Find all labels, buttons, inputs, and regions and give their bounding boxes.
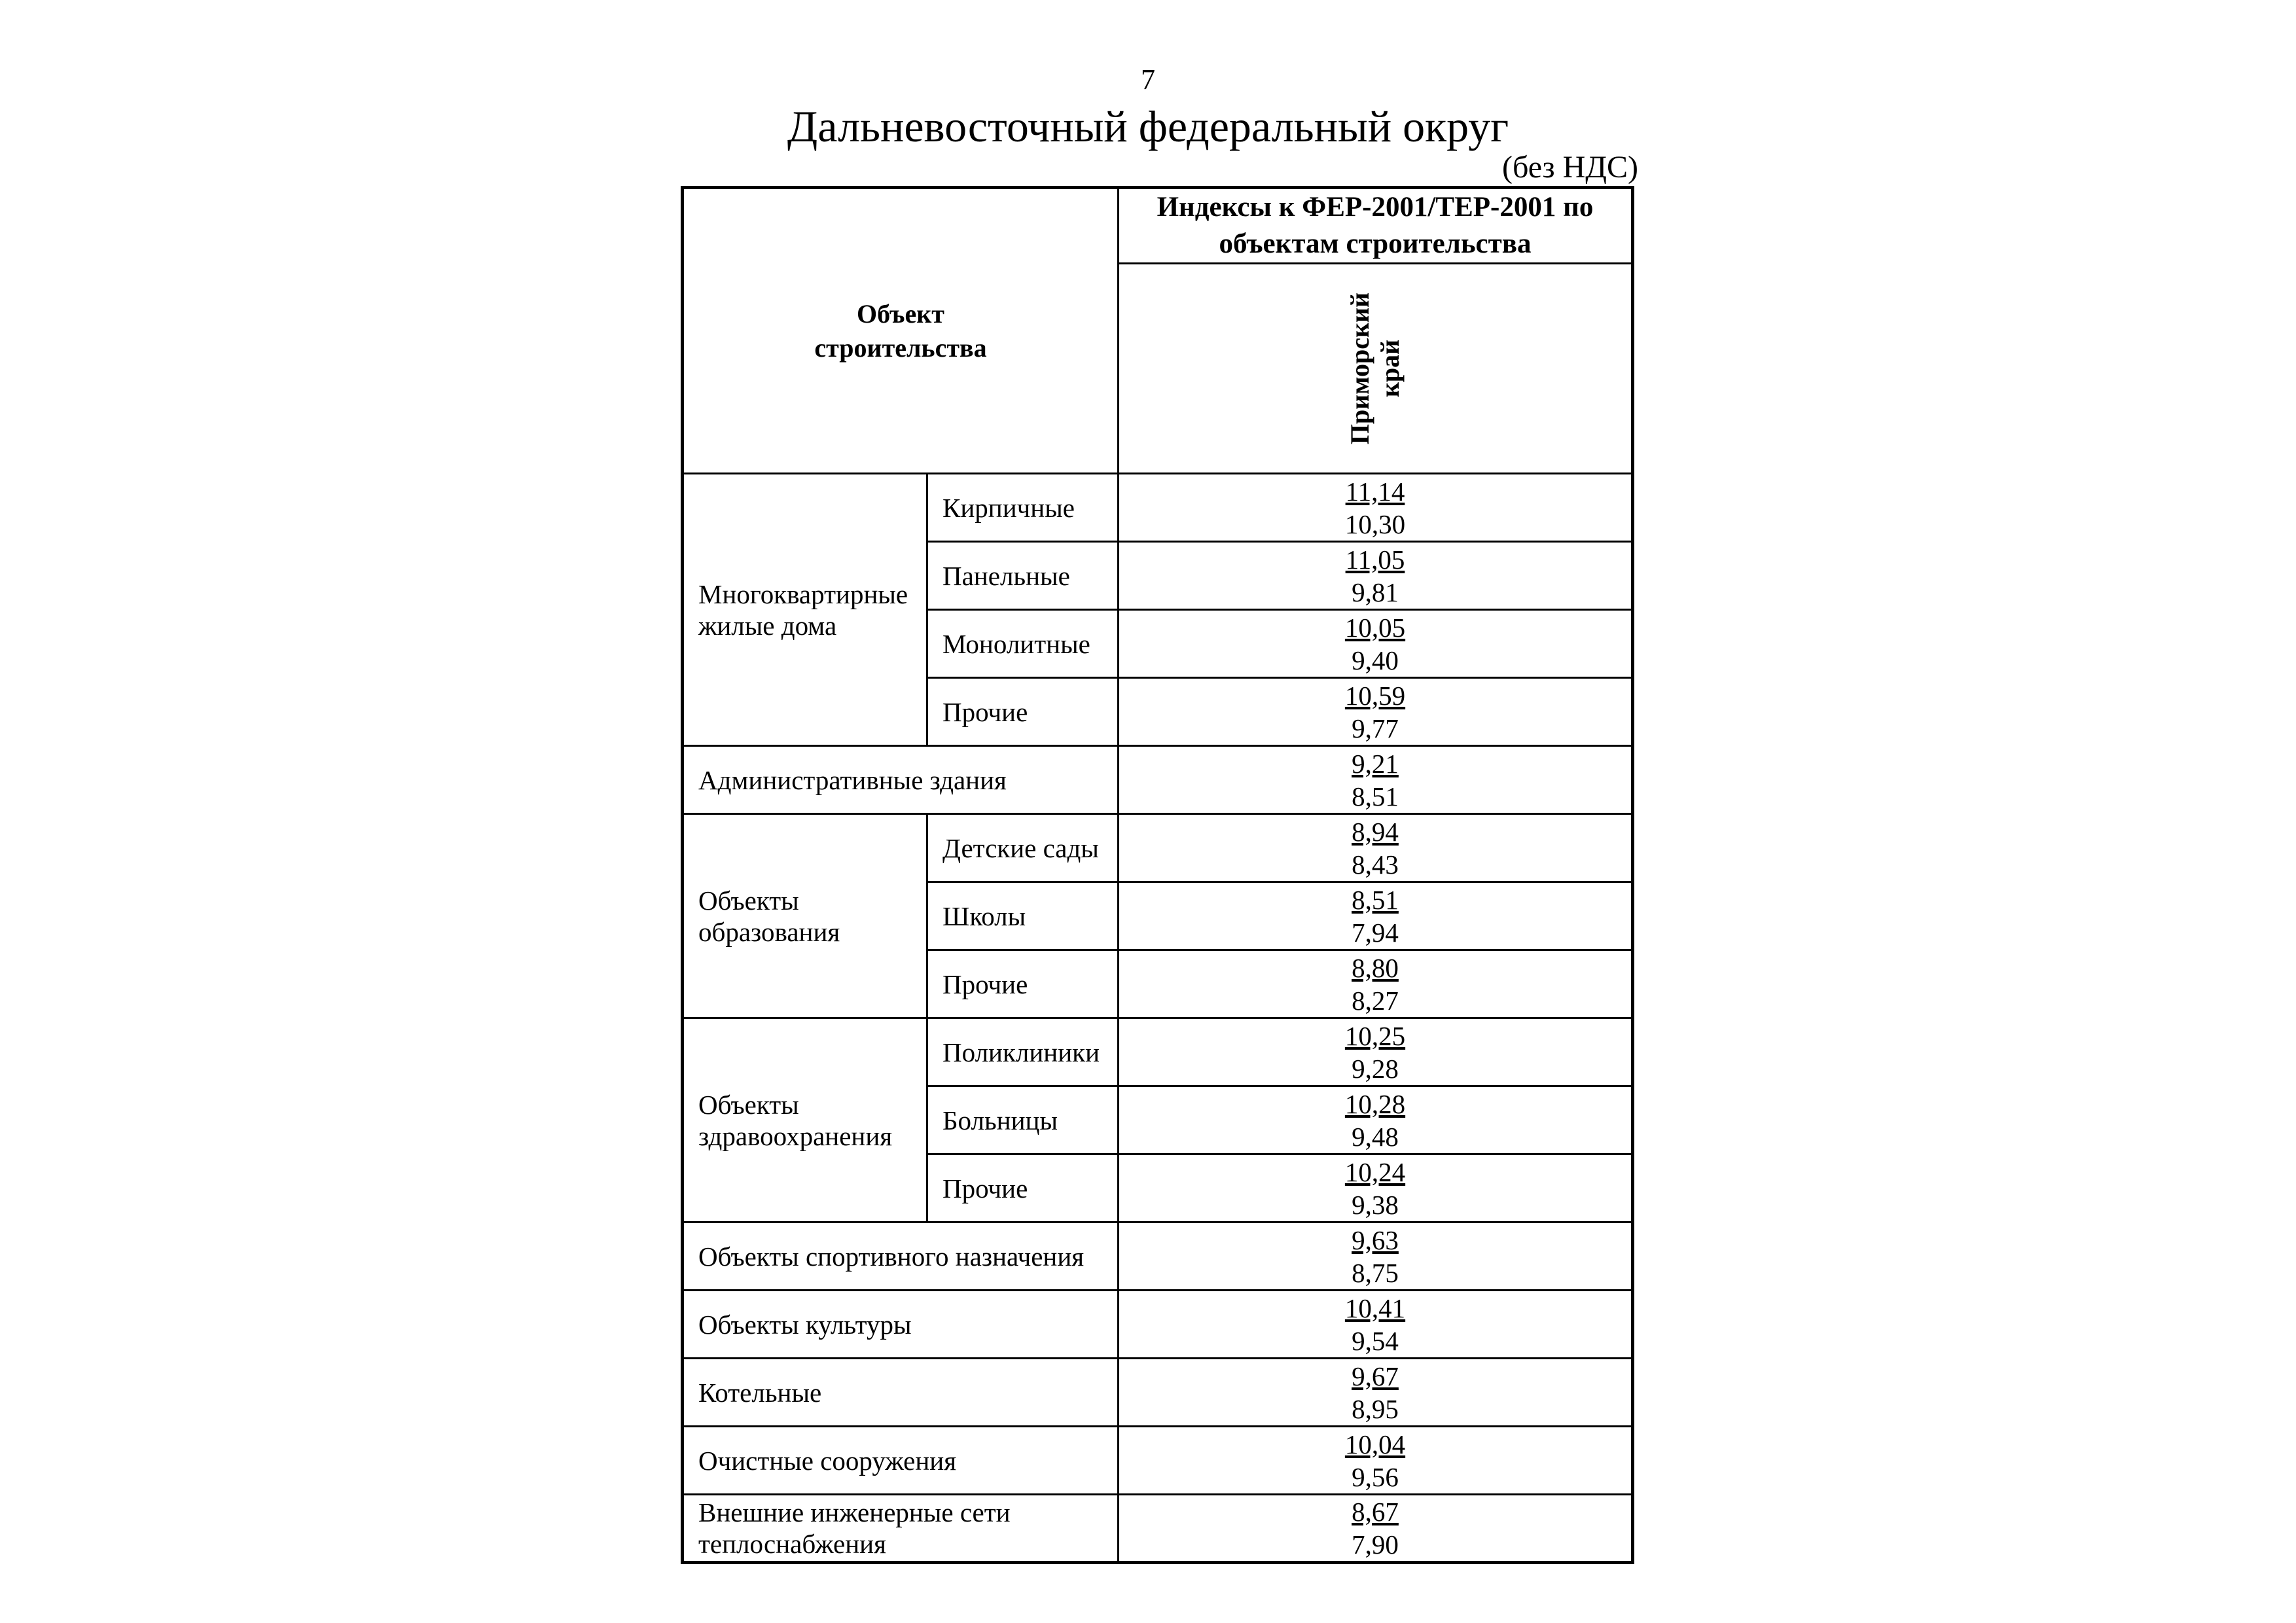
row-value [1119,678,1633,746]
row-value [1119,950,1633,1018]
row-label: Детские сады [927,814,1119,882]
value-top: 10,24 [1344,1156,1406,1187]
group-label-line: Объекты [698,885,799,916]
value-top: 10,28 [1344,1088,1406,1119]
row-value [1119,1086,1633,1154]
region-label-line-1: Приморский [1345,292,1374,445]
row-value [1119,1495,1633,1563]
table-row [683,1427,1633,1495]
table-row [683,474,1633,542]
table-row [683,1291,1633,1359]
value-bottom: 8,95 [1352,1393,1399,1424]
value-top: 10,04 [1344,1429,1406,1459]
row-label: Поликлиники [927,1018,1119,1086]
value-bottom: 9,56 [1352,1461,1399,1492]
value-top: 11,05 [1345,544,1405,575]
group-education [683,814,927,1018]
row-value [1119,1222,1633,1291]
row-value [1119,1427,1633,1495]
group-label-line: Объекты [698,1089,799,1120]
row-label: Очистные сооружения [683,1427,1119,1495]
row-label: Котельные [683,1359,1119,1427]
header-object-line-1: Объект [857,298,944,329]
row-value [1119,1154,1633,1222]
row-value [1119,474,1633,542]
header-object-line-2: строительства [814,332,987,363]
row-value [1119,542,1633,610]
row-label [683,1495,1119,1563]
value-top: 9,21 [1352,748,1399,779]
value-top: 10,05 [1344,612,1406,643]
row-label: Прочие [927,950,1119,1018]
table-row [683,1359,1633,1427]
value-bottom: 8,27 [1352,985,1399,1016]
row-label: Кирпичные [927,474,1119,542]
value-bottom: 9,40 [1352,645,1399,675]
header-index-line-2: объектам строительства [1219,228,1532,259]
header-region [1119,264,1633,474]
header-index-line-1: Индексы к ФЕР-2001/ТЕР-2001 по [1157,192,1594,223]
group-label-line: Многоквартирные [698,579,908,609]
row-label-line: Внешние инженерные сети [698,1497,1011,1527]
row-value [1119,814,1633,882]
index-table [681,186,1634,1564]
value-top: 10,59 [1344,680,1406,711]
table-row [683,814,1633,882]
row-label: Прочие [927,1154,1119,1222]
row-label: Прочие [927,678,1119,746]
row-value [1119,1291,1633,1359]
value-bottom: 7,90 [1352,1529,1399,1560]
page-title: Дальневосточный федеральный округ [787,101,1509,151]
value-bottom: 9,77 [1352,713,1399,743]
row-label: Панельные [927,542,1119,610]
row-value [1119,746,1633,814]
row-label: Административные здания [683,746,1119,814]
row-value [1119,1018,1633,1086]
row-value [1119,610,1633,678]
value-bottom: 9,54 [1352,1325,1399,1356]
row-label-line: теплоснабжения [698,1529,886,1559]
value-bottom: 8,43 [1352,849,1399,880]
value-bottom: 10,30 [1344,508,1406,539]
value-top: 8,80 [1352,952,1399,983]
value-top: 8,67 [1352,1497,1399,1527]
row-label: Объекты спортивного назначения [683,1222,1119,1291]
header-index [1119,188,1633,264]
region-label [1345,293,1405,444]
group-healthcare [683,1018,927,1222]
header-object [683,188,1119,474]
row-label: Больницы [927,1086,1119,1154]
table-row [683,1495,1633,1563]
value-top: 8,94 [1352,816,1399,847]
table-row [683,1018,1633,1086]
row-value [1119,1359,1633,1427]
value-bottom: 9,28 [1352,1053,1399,1084]
group-label-line: здравоохранения [698,1120,893,1151]
row-label: Школы [927,882,1119,950]
value-bottom: 8,75 [1352,1257,1399,1288]
group-residential [683,474,927,746]
table-row [683,746,1633,814]
value-top: 9,67 [1352,1361,1399,1391]
group-label-line: жилые дома [698,610,837,641]
value-top: 11,14 [1345,476,1405,507]
vat-note: (без НДС) [1501,150,1638,185]
value-bottom: 8,51 [1352,781,1399,812]
row-value [1119,882,1633,950]
value-top: 10,41 [1344,1293,1406,1323]
region-label-line-2: край [1375,339,1405,398]
value-bottom: 9,38 [1352,1189,1399,1220]
value-bottom: 9,81 [1352,577,1399,607]
value-bottom: 9,48 [1352,1121,1399,1152]
value-bottom: 7,94 [1352,917,1399,948]
value-top: 8,51 [1352,884,1399,915]
page-number: 7 [1141,63,1155,96]
table-row [683,1222,1633,1291]
row-label: Объекты культуры [683,1291,1119,1359]
value-top: 9,63 [1352,1224,1399,1255]
row-label: Монолитные [927,610,1119,678]
value-top: 10,25 [1344,1020,1406,1051]
group-label-line: образования [698,916,840,947]
